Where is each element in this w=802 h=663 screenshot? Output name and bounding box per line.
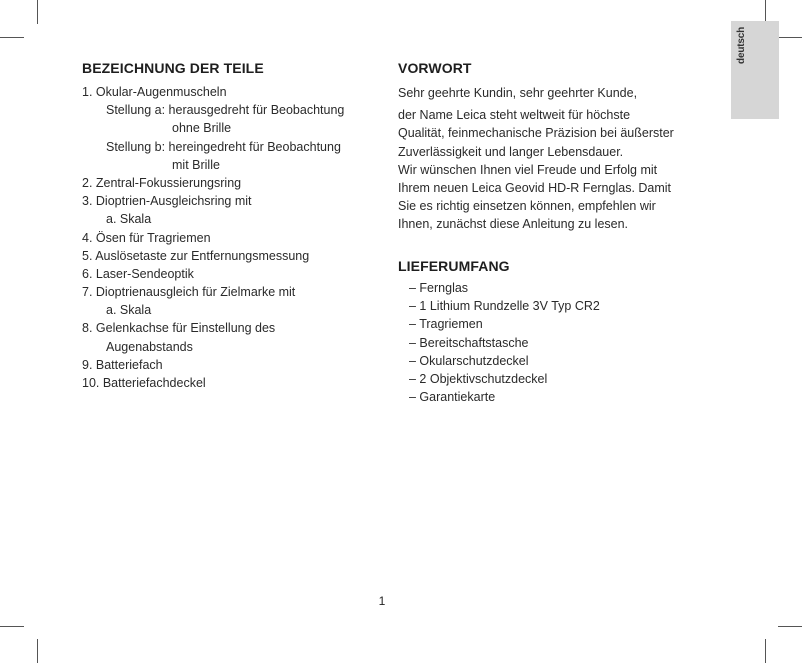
part-item: 10. Batteriefachdeckel: [82, 376, 206, 390]
delivery-item: – 1 Lithium Rundzelle 3V Typ CR2: [409, 299, 600, 314]
crop-mark: [778, 626, 802, 627]
foreword-heading: VORWORT: [398, 60, 472, 76]
delivery-item: – Tragriemen: [409, 317, 483, 332]
part-subline: ohne Brille: [172, 121, 232, 136]
foreword-line: Zuverlässigkeit und langer Lebensdauer.: [398, 144, 624, 159]
foreword-line: Wir wünschen Ihnen viel Freude und Erfolg mit: [398, 162, 658, 177]
foreword-line: Qualität, feinmechanische Präzision bei äußerster: [398, 126, 674, 141]
crop-mark: [765, 639, 766, 663]
part-subline: a. Skala: [106, 212, 152, 227]
delivery-list: [409, 279, 600, 406]
foreword-line: Sie es richtig einsetzen können, empfehlen wir: [398, 199, 656, 214]
delivery-item: – Bereitschaftstasche: [409, 335, 529, 350]
part-item: 9. Batteriefach: [82, 357, 163, 372]
part-item: 7. Dioptrienausgleich für Zielmarke mit: [82, 285, 296, 300]
page-number: 1: [378, 594, 386, 608]
part-item: 3. Dioptrien-Ausgleichsring mit: [82, 194, 252, 209]
foreword-line: der Name Leica steht weltweit für höchste: [398, 108, 631, 123]
language-tab-label: deutsch: [736, 27, 747, 64]
parts-heading: BEZEICHNUNG DER TEILE: [82, 60, 264, 76]
foreword-line: Ihnen, zunächst diese Anleitung zu lesen.: [398, 217, 629, 232]
crop-mark: [778, 37, 802, 38]
delivery-item: – Okularschutzdeckel: [409, 353, 529, 368]
crop-mark: [37, 639, 38, 663]
delivery-item: – Fernglas: [409, 281, 469, 295]
part-subline: Augenabstands: [106, 339, 193, 354]
part-subline: a. Skala: [106, 303, 152, 318]
part-item: 5. Auslösetaste zur Entfernungsmessung: [82, 248, 310, 263]
parts-list: [82, 83, 382, 392]
foreword-text: [398, 84, 698, 234]
crop-mark: [0, 37, 24, 38]
delivery-heading: LIEFERUMFANG: [398, 258, 510, 274]
crop-mark: [0, 626, 24, 627]
part-subline: Stellung a: herausgedreht für Beobachtung: [106, 103, 345, 118]
part-item: 2. Zentral-Fokussierungsring: [82, 175, 242, 190]
part-subline: Stellung b: hereingedreht für Beobachtung: [106, 139, 341, 154]
delivery-item: – 2 Objektivschutzdeckel: [409, 371, 548, 386]
crop-mark: [37, 0, 38, 24]
part-item: 1. Okular-Augenmuscheln: [82, 85, 227, 99]
part-item: 8. Gelenkachse für Einstellung des: [82, 321, 276, 336]
part-item: 4. Ösen für Tragriemen: [82, 230, 211, 245]
part-subline: mit Brille: [172, 157, 220, 172]
part-item: 6. Laser-Sendeoptik: [82, 266, 194, 281]
delivery-item: – Garantiekarte: [409, 390, 496, 405]
language-tab: [731, 21, 779, 119]
foreword-line: Ihrem neuen Leica Geovid HD-R Fernglas. Damit: [398, 181, 672, 196]
foreword-line: Sehr geehrte Kundin, sehr geehrter Kunde,: [398, 86, 638, 100]
